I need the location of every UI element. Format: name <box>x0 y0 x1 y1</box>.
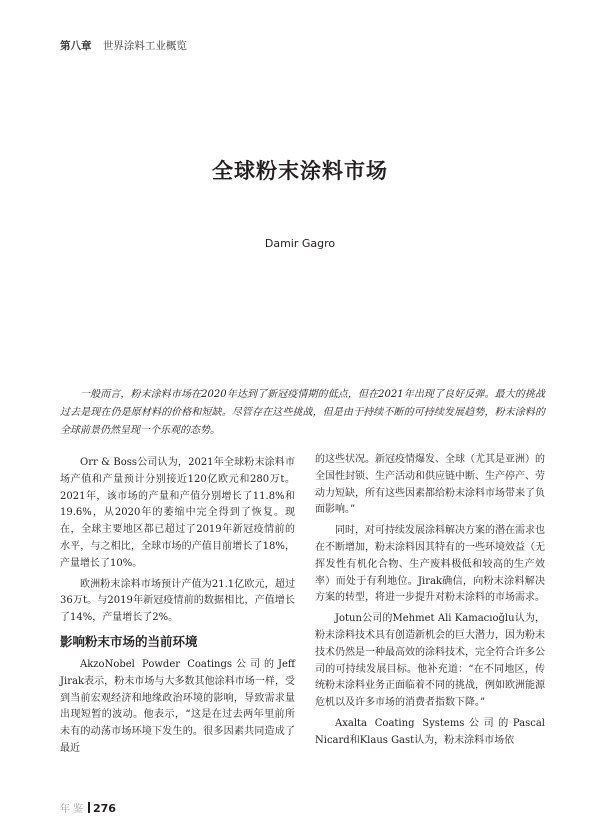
body-paragraph: 同时，对可持续发展涂料解决方案的潜在需求也在不断增加，粉末涂料因其特有的一些环境效益（无挥发性有机化合物、生产废料极低和较高的生产效率）而处于有利地位。Jirak确信，向粉末涂料解决方案的转型，将进一步提升对粉末涂料的市场需求。 <box>315 525 545 604</box>
chapter-label: 第八章 <box>60 40 92 52</box>
section-heading: 影响粉末市场的当前环境 <box>60 633 198 649</box>
body-paragraph: 的这些状况。新冠疫情爆发、全球（尤其是亚洲）的全国性封锁、生产活动和供应链中断、生产停产、劳动力短缺，所有这些因素都给粉末涂料市场带来了负面影响。” <box>315 454 545 516</box>
footer-divider <box>88 802 90 813</box>
magazine-label: 年鉴 <box>60 804 86 815</box>
body-column-right <box>315 452 545 754</box>
article-abstract: 一般而言，粉末涂料市场在2020年达到了新冠疫情期的低点，但在2021年出现了良好反弹。最大的挑战过去是现在仍是原材料的价格和短缺。尽管存在这些挑战，但是由于持续不断的可持续发展趋势，粉末涂料的全球前景仍然呈现一个乐观的态势。 <box>60 389 545 436</box>
article-author: Damir Gagro <box>264 237 336 250</box>
section-label: 世界涂料工业概览 <box>102 40 187 52</box>
body-paragraph: Axalta Coating Systems公司的Pascal Nicard和Klaus Gast认为，粉末涂料市场依 <box>315 717 545 746</box>
page-number: 276 <box>93 802 116 815</box>
body-paragraph: AkzoNobel Powder Coatings公司的Jeff Jirak表示，粉末市场与大多数其他涂料市场一样，受到当前宏观经济和地缘政治环境的影响，导致需求量出现短暂的波动。他表示，“这是在过去两年里前所未有的动荡市场环境下发生的。很多因素共同造成了最近 <box>60 658 295 754</box>
body-paragraph: Orr & Boss公司认为，2021年全球粉末涂料市场产值和产量预计分别接近120亿欧元和280万t。2021年，该市场的产量和产值分别增长了11.8%和19.6%，从2020年的萎缩中完全得到了恢复。现在，全球主要地区都已超过了2019年新冠疫情前的水平，与之相比，全球市场的产值目前增长了18%，产量增长了10%。 <box>60 457 295 569</box>
body-paragraph: 欧洲粉末涂料市场预计产值为21.1亿欧元，超过36万t。与2019年新冠疫情前的数据相比，产值增长了14%，产量增长了2%。 <box>60 578 295 624</box>
body-column-left <box>60 455 295 762</box>
running-header <box>60 38 187 53</box>
page-footer <box>60 800 116 815</box>
body-paragraph: Jotun公司的Mehmet Ali Kamacıoğlu认为，粉末涂料技术具有创造新机会的巨大潜力，因为粉末技术仍然是一种最高效的涂料技术，完全符合许多公司的可持续发展目标。他补充道：“在不同地区，传统粉末涂料业务正面临着不同的挑战，例如欧洲能源危机以及许多市场的消费者指数下降。” <box>315 613 545 709</box>
article-title: 全球粉末涂料市场 <box>212 158 388 183</box>
